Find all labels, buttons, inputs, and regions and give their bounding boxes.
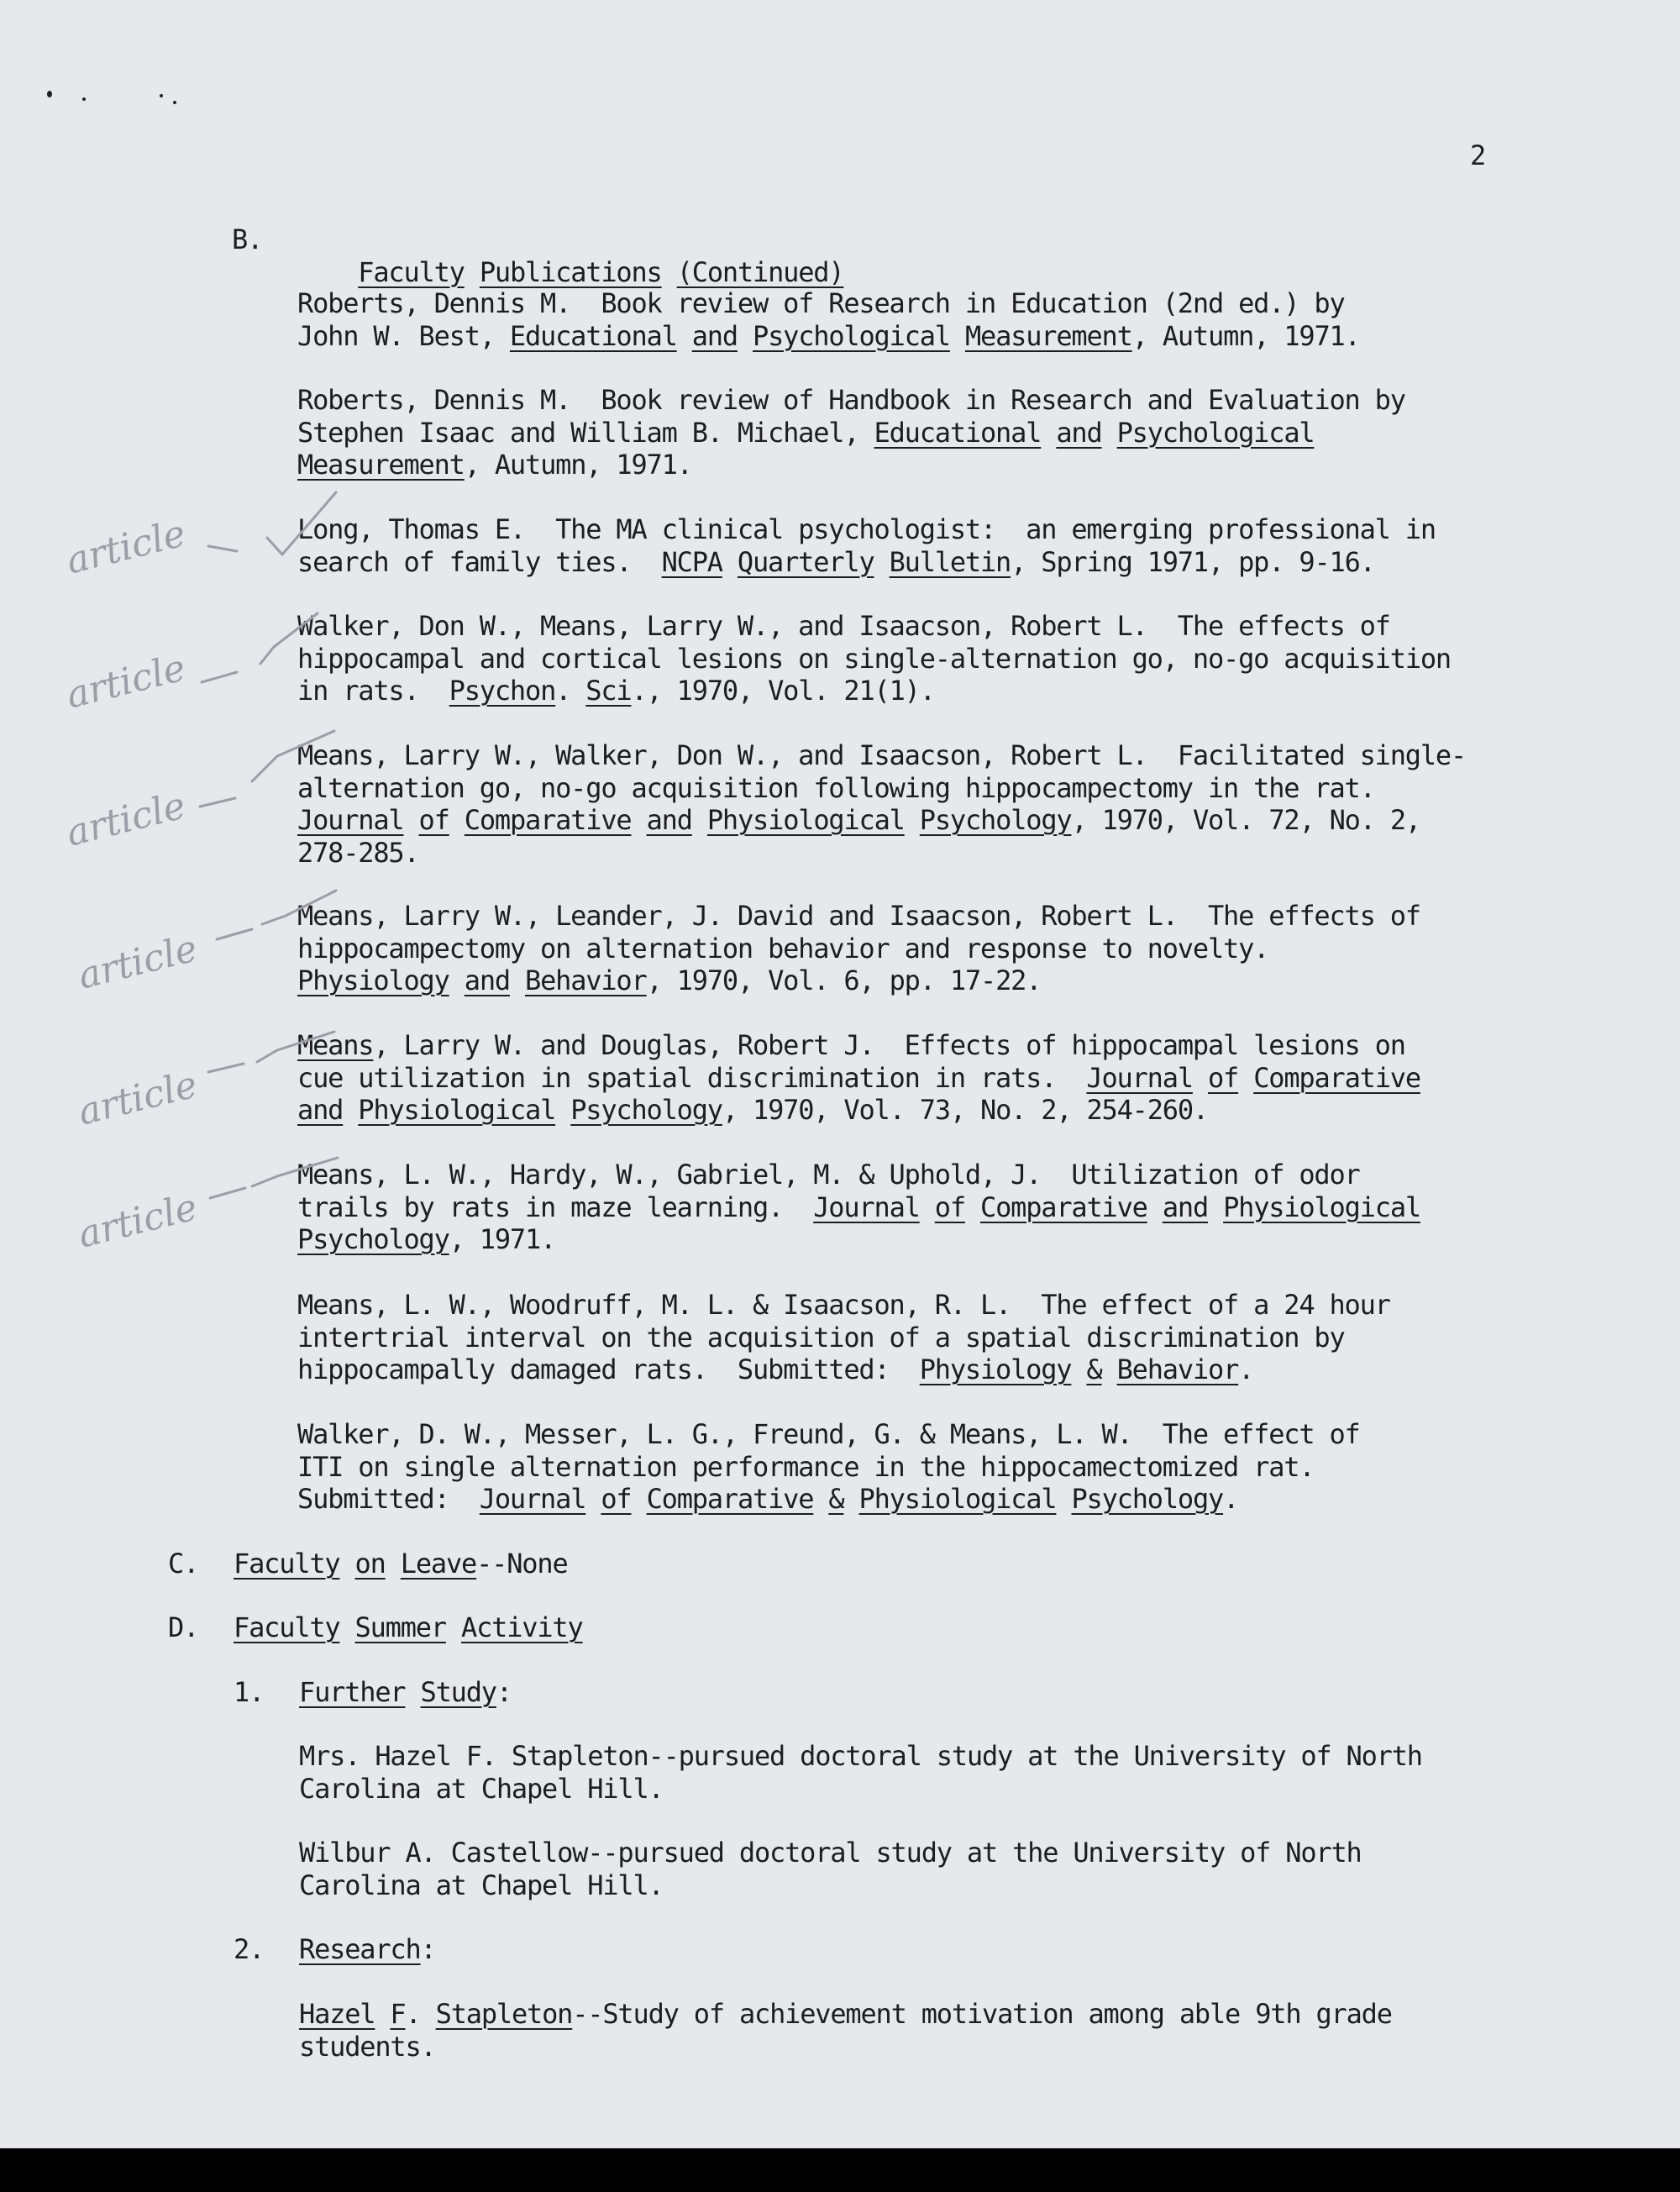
text-run [405,1676,420,1708]
underlined-text: Leave [400,1548,477,1580]
text-run: Long, Thomas E. The MA clinical psychologist: an emerging professional in [297,513,1436,545]
entry-line [297,449,1405,481]
section-b-title-word: Faculty [358,255,465,288]
entry-line [297,1418,1360,1451]
text-run: , 1970, Vol. 6, pp. 17-22. [646,965,1042,996]
text-run [375,1998,390,2030]
text-run: Wilbur A. Castellow--pursued doctoral study at the University of North [299,1837,1362,1869]
entry-line [299,1773,1422,1806]
underlined-text: Activity [461,1611,583,1643]
text-run [1056,1483,1071,1515]
underlined-text: Physiology [297,965,449,996]
entry-line [297,1289,1390,1322]
text-run: Stephen Isaac and William B. Michael, [297,416,874,449]
underlined-text: Journal [813,1191,920,1223]
underlined-text: Journal [297,804,404,836]
dash-mark [202,672,237,682]
text-run: : [496,1676,512,1708]
section-d-letter: D. [168,1611,199,1643]
text-run: Means, L. W., Hardy, W., Gabriel, M. & Uphold, J. Utilization of odor [297,1159,1360,1191]
text-run: intertrial interval on the acquisition of a spatial discrimination by [297,1321,1345,1354]
section-b-letter: B. [232,223,263,255]
text-run: , Larry W. and Douglas, Robert J. Effects of hippocampal lesions on [373,1029,1405,1061]
text-run [905,804,920,836]
subsection-2-number: 2. [234,1933,265,1965]
entry-line [297,1094,1420,1127]
underlined-text: Psychology [1071,1483,1224,1515]
underlined-text: Quarterly [737,545,874,578]
text-run [449,965,465,996]
underlined-text: and [297,1094,344,1126]
dash-mark [208,1064,244,1072]
text-run [1147,1191,1163,1223]
speck [47,91,52,97]
text-run: Means, Larry W., Walker, Don W., and Isaacson, Robert L. Facilitated single- [297,739,1467,771]
entry-line [297,643,1451,675]
entry-line [297,287,1360,320]
entry-line [297,837,1466,870]
underlined-text: Further [299,1676,406,1708]
entry-line [299,1837,1362,1869]
text-run [446,1611,461,1643]
entry-line [299,1998,1392,2031]
entry-line [297,1322,1390,1354]
underlined-text: Comparative [980,1191,1147,1223]
text-run [950,320,965,352]
text-run [585,1483,601,1515]
subsection-2-title [299,1933,436,1966]
entry-line [297,675,1451,707]
text-run: , Spring 1971, pp. 9-16. [1011,545,1375,578]
entry-line [297,1223,1420,1256]
text-run [677,320,692,352]
entry-line [297,900,1420,933]
entry-line [297,1029,1420,1062]
text-run: , 1971. [449,1223,556,1255]
underlined-text: Behavior [1116,1354,1239,1385]
text-run: , 1970, Vol. 72, No. 2, [1071,804,1420,836]
text-run: trails by rats in maze learning. [297,1191,814,1223]
text-run: Walker, Don W., Means, Larry W., and Isaacson, Robert L. The effects of [297,610,1390,642]
text-run: . [1238,1354,1254,1385]
margin-note: article [61,784,190,855]
text-run [386,1548,401,1580]
publication-entry [297,1289,1390,1386]
underlined-text: Physiological [706,804,905,836]
entry-line [297,513,1436,546]
underlined-text: NCPA [661,545,722,578]
entry-line [297,933,1420,965]
text-run: ITI on single alternation performance in the hippocamectomized rat. [297,1450,1315,1483]
study-entry [299,1740,1422,1805]
text-run: . [405,1998,436,2030]
text-run: students. [299,2030,436,2063]
underlined-text: Journal [1086,1061,1193,1094]
text-run [843,1483,858,1515]
text-run: , 1970, Vol. 73, No. 2, 254-260. [722,1094,1208,1126]
text-run: in rats. [297,675,449,707]
underlined-text: Psychology [297,1223,449,1255]
text-run: hippocampal and cortical lesions on single-alternation go, no-go acquisition [297,642,1451,675]
text-run [813,1483,828,1515]
underlined-text: Comparative [464,804,632,836]
underlined-text: Physiology [919,1354,1072,1385]
text-run [920,1191,935,1223]
underlined-text: Educational [874,416,1042,449]
underlined-text: Faculty [234,1548,340,1580]
section-d-title [234,1611,583,1644]
underlined-text: Physiological [1223,1191,1420,1223]
underlined-text: Psychology [919,804,1072,836]
section-b-title-word: Publications [479,255,662,288]
text-run: 278-285. [297,836,419,869]
publication-entry [297,1159,1420,1256]
underlined-text: Psychon [449,675,556,707]
research-entry [299,1998,1392,2063]
underlined-text: of [1207,1061,1239,1094]
text-run [1208,1191,1223,1223]
underlined-text: F [390,1998,406,2030]
text-run: search of family ties. [297,545,662,578]
underlined-text: Research [299,1933,421,1965]
underlined-text: Summer [354,1611,446,1643]
underlined-text: Bulletin [889,545,1011,578]
margin-note: article [73,1063,202,1134]
underlined-text: and [646,804,692,836]
underlined-text: Educational [509,319,677,352]
publication-entry [297,1029,1420,1127]
underlined-text: and [464,965,510,996]
underlined-text: Study [420,1676,496,1708]
entry-line [297,384,1405,417]
publication-entry [297,287,1360,352]
section-c-title [234,1548,568,1580]
dash-mark [200,798,235,807]
underlined-text: Hazel [299,1998,375,2030]
text-run: . [555,675,586,707]
entry-line [297,417,1405,449]
text-run: Roberts, Dennis M. Book review of Handbook in Research and Evaluation by [297,384,1405,416]
page-number: 2 [1470,139,1486,171]
dash-mark [217,929,252,939]
text-run: : [420,1933,436,1965]
publication-entry [297,610,1451,707]
underlined-text: Journal [479,1483,586,1515]
entry-line [297,739,1466,772]
underlined-text: Comparative [1253,1061,1420,1094]
publication-entry [297,1418,1360,1516]
underlined-text: Measurement [297,449,465,481]
margin-note: article [73,1185,202,1257]
entry-line [297,965,1420,997]
text-run: Walker, D. W., Messer, L. G., Freund, G. & Means, L. W. The effect of [297,1418,1360,1450]
text-run: Mrs. Hazel F. Stapleton--pursued doctoral study at the University of North [299,1740,1422,1772]
entry-line [299,2031,1392,2063]
text-run: , Autumn, 1971. [1131,319,1360,352]
text-run: Means, L. W., Woodruff, M. L. & Isaacson, R. L. The effect of a 24 hour [297,1289,1390,1321]
underlined-text: of [418,804,449,836]
entry-line [299,1740,1422,1773]
entry-line [297,1062,1420,1095]
text-run [1041,417,1056,449]
text-run: --None [476,1548,568,1580]
text-run: hippocampally damaged rats. Submitted: [297,1354,920,1385]
text-run [1071,1354,1086,1385]
underlined-text: Psychological [1116,416,1315,449]
entry-line [297,1354,1390,1386]
underlined-text: Means [297,1029,374,1061]
text-run: hippocampectomy on alternation behavior and response to novelty. [297,932,1269,965]
text-run [874,546,890,578]
underlined-text: Faculty [234,1611,340,1643]
entry-line [297,1191,1420,1224]
text-run [403,804,418,836]
text-run [339,1611,354,1643]
margin-note: article [73,927,202,998]
underlined-text: of [934,1191,965,1223]
text-run [510,965,525,996]
text-run [738,320,753,352]
entry-line [297,1483,1360,1516]
text-run [1193,1062,1208,1094]
text-run [631,1483,646,1515]
underlined-text: on [354,1548,386,1580]
text-run [722,546,738,578]
margin-note: article [61,512,190,583]
underlined-text: Psychology [570,1094,722,1126]
underlined-text: Stapleton [435,1998,573,2030]
subsection-1-title [299,1676,512,1709]
speck [160,94,163,97]
dash-mark [208,546,237,551]
text-run [339,1548,354,1580]
publication-entry [297,900,1420,997]
speck [173,101,176,104]
speck [82,97,86,101]
study-entry [299,1837,1362,1901]
text-run [1238,1062,1253,1094]
text-run: Means, Larry W., Leander, J. David and Isaacson, Robert L. The effects of [297,900,1420,932]
text-run: cue utilization in spatial discrimination in rats. [297,1061,1087,1094]
text-run: alternation go, no-go acquisition following hippocampectomy in the rat. [297,771,1375,804]
text-run: John W. Best, [297,319,510,352]
text-run [965,1191,980,1223]
underlined-text: & [1086,1354,1102,1385]
underlined-text: and [691,319,738,352]
underlined-text: of [601,1483,632,1515]
text-run: Carolina at Chapel Hill. [299,1772,664,1805]
text-run [343,1094,358,1126]
underlined-text: Physiological [858,1483,1057,1515]
text-run: Roberts, Dennis M. Book review of Research in Education (2nd ed.) by [297,287,1345,319]
dash-mark [210,1188,245,1198]
entry-line [297,772,1466,805]
text-run [555,1094,570,1126]
margin-note: article [61,646,190,718]
text-run [692,804,707,836]
publication-entry [297,513,1436,578]
text-run [1102,1354,1117,1385]
underlined-text: & [828,1483,844,1515]
text-run [449,804,465,836]
underlined-text: Behavior [525,965,647,996]
text-run: . [1223,1483,1239,1515]
underlined-text: Comparative [646,1483,814,1515]
entry-line [297,610,1451,643]
underlined-text: and [1162,1191,1209,1223]
text-run: , Autumn, 1971. [464,449,692,481]
publication-entry [297,739,1466,869]
text-run: Submitted: [297,1483,480,1515]
entry-line [297,1451,1360,1484]
entry-line [299,1869,1362,1902]
underlined-text: Measurement [964,319,1132,352]
entry-line [297,804,1466,837]
text-run: --Study of achievement motivation among able 9th grade [572,1998,1392,2030]
text-run: Carolina at Chapel Hill. [299,1869,664,1901]
text-run [1102,417,1117,449]
subsection-1-number: 1. [234,1676,265,1708]
text-run [632,804,647,836]
underlined-text: Sci [585,675,632,707]
entry-line [297,320,1360,353]
underlined-text: and [1056,416,1102,449]
underlined-text: Physiological [358,1094,556,1126]
text-run: ., 1970, Vol. 21(1). [631,675,935,707]
section-c-letter: C. [168,1548,199,1580]
entry-line [297,546,1436,579]
section-b-title-word: (Continued) [676,255,844,288]
entry-line [297,1159,1420,1191]
publication-entry [297,384,1405,481]
underlined-text: Psychological [753,319,950,352]
